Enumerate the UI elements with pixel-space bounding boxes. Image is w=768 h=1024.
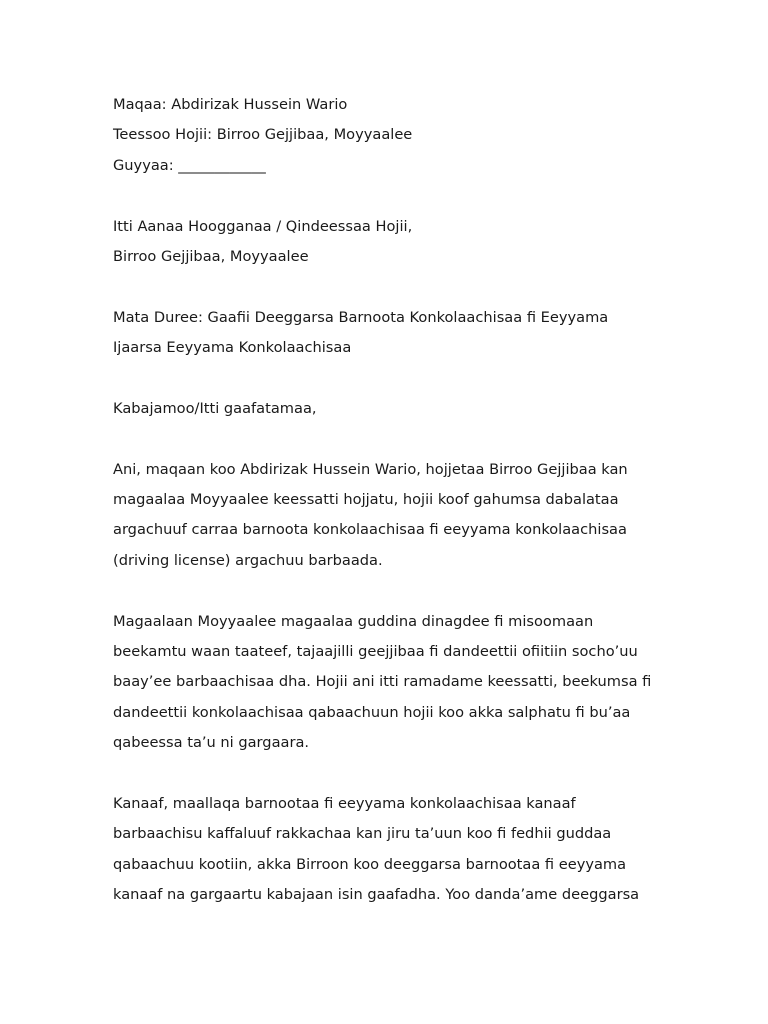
recipient-office-line: Birroo Gejjibaa, Moyyaalee: [113, 247, 309, 265]
paragraph-1-line: (driving license) argachuu barbaada.: [113, 551, 383, 569]
spacer: [113, 364, 673, 394]
paragraph-1-line: Ani, maqaan koo Abdirizak Hussein Wario, hojjetaa Birroo Gejjibaa kan: [113, 460, 628, 478]
spacer: [113, 759, 673, 789]
paragraph-2-line: Magaalaan Moyyaalee magaalaa guddina dinagdee fi misoomaan: [113, 612, 594, 630]
subject-line-2: Ijaarsa Eeyyama Konkolaachisaa: [113, 339, 352, 357]
date-line: Guyyaa: ____________: [113, 156, 266, 174]
paragraph-1-line: argachuuf carraa barnoota konkolaachisaa fi eeyyama konkolaachisaa: [113, 521, 627, 539]
sender-address-line: Teessoo Hojii: Birroo Gejjibaa, Moyyaalee: [113, 126, 413, 144]
spacer: [113, 576, 673, 606]
paragraph-3-line: qabaachuu kootiin, akka Birroon koo deeggarsa barnootaa fi eeyyama: [113, 855, 627, 873]
spacer: [113, 181, 673, 211]
sender-name-line: Maqaa: Abdirizak Hussein Wario: [113, 96, 348, 113]
paragraph-2-line: qabeessa ta’u ni gargaara.: [113, 734, 310, 752]
letter-page: [113, 90, 673, 911]
salutation: Kabajamoo/Itti gaafatamaa,: [113, 399, 317, 417]
paragraph-3-line: Kanaaf, maallaqa barnootaa fi eeyyama konkolaachisaa kanaaf: [113, 794, 576, 812]
subject-line-1: Mata Duree: Gaafii Deeggarsa Barnoota Konkolaachisaa fi Eeyyama: [113, 308, 609, 326]
paragraph-1-line: magaalaa Moyyaalee keessatti hojjatu, hojii koof gahumsa dabalataa: [113, 491, 619, 509]
paragraph-2-line: baay’ee barbaachisaa dha. Hojii ani itti ramadame keessatti, beekumsa fi: [113, 673, 652, 691]
spacer: [113, 424, 673, 454]
recipient-title-line: Itti Aanaa Hoogganaa / Qindeessaa Hojii,: [113, 217, 413, 235]
paragraph-2-line: beekamtu waan taateef, tajaajilli geejjibaa fi dandeettii ofiitiin socho’uu: [113, 643, 638, 661]
paragraph-2-line: dandeettii konkolaachisaa qabaachuun hojii koo akka salphatu fi bu’aa: [113, 703, 631, 721]
paragraph-3-line: kanaaf na gargaartu kabajaan isin gaafadha. Yoo danda’ame deeggarsa: [113, 886, 640, 904]
paragraph-3-line: barbaachisu kaffaluuf rakkachaa kan jiru ta’uun koo fi fedhii guddaa: [113, 825, 612, 843]
spacer: [113, 272, 673, 302]
